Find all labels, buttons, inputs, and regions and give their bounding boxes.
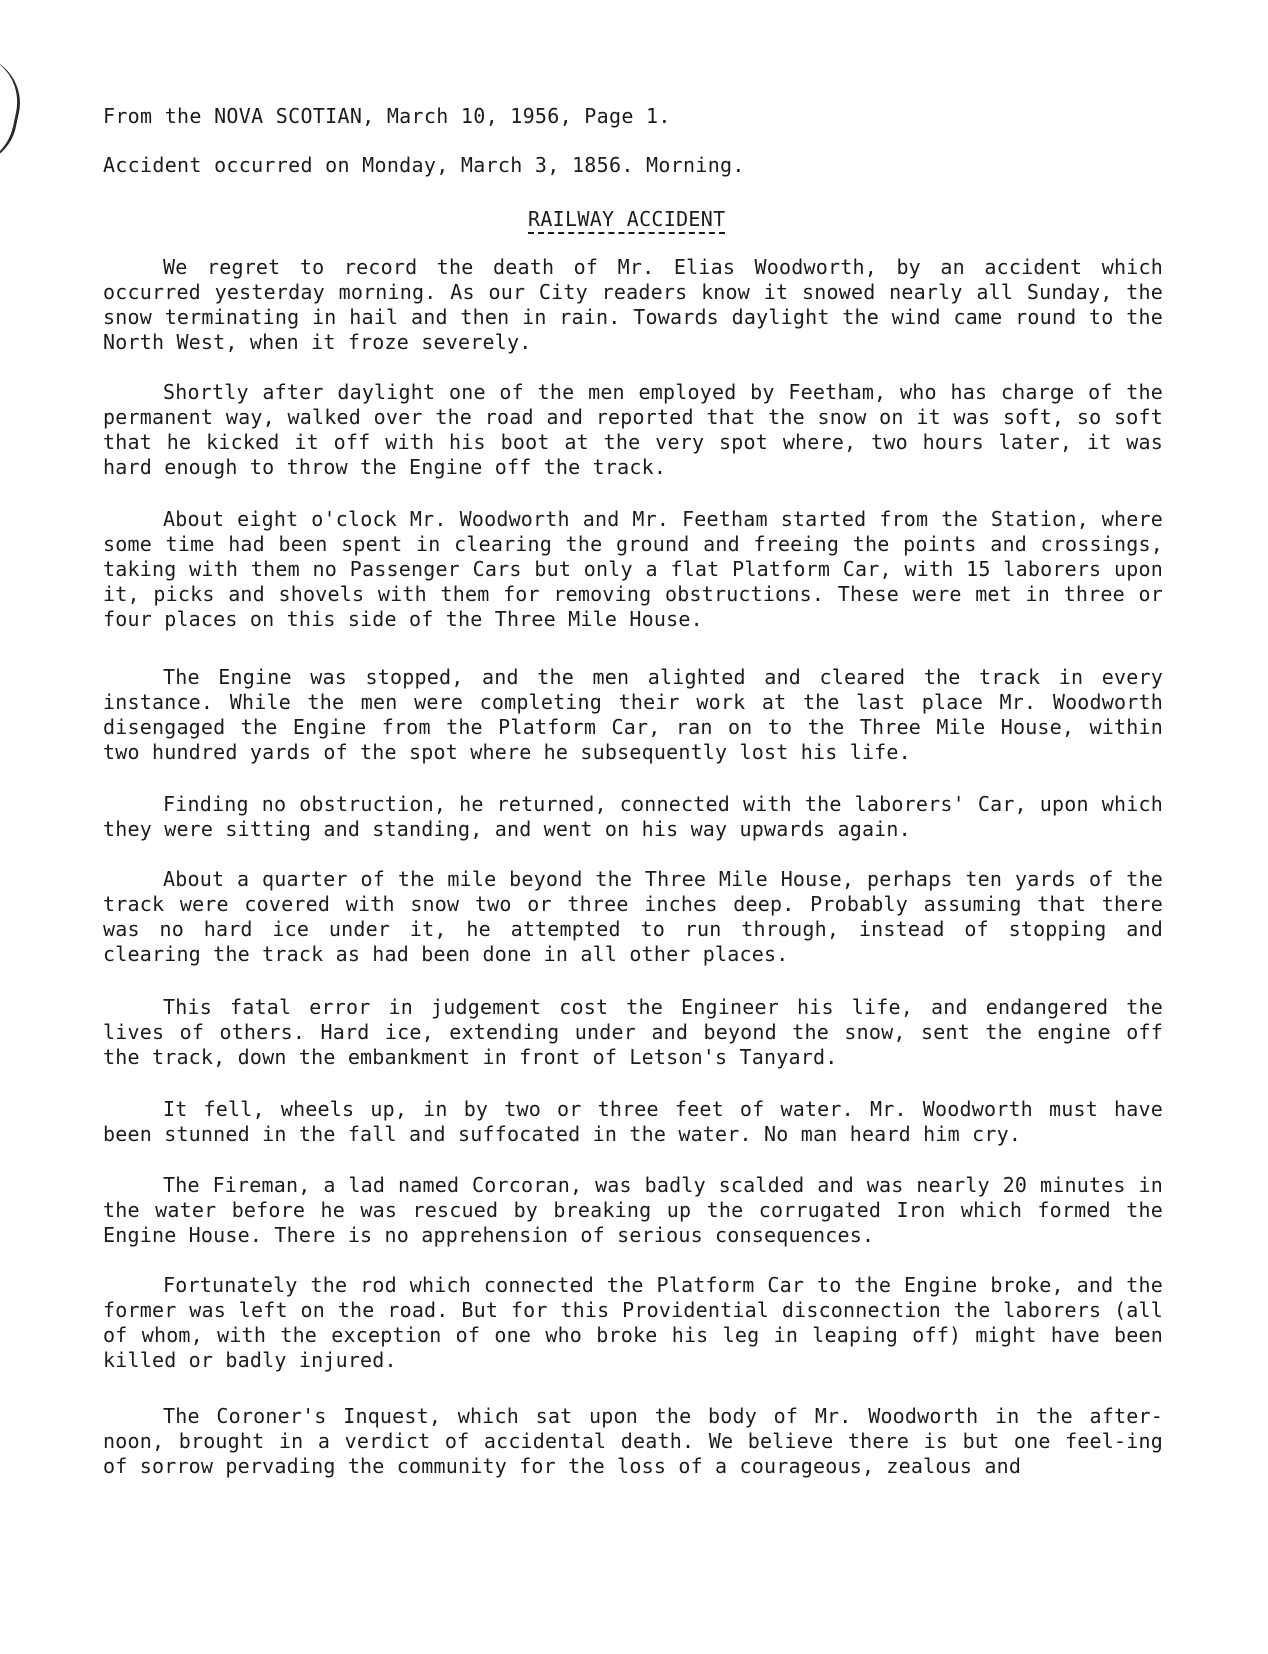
page-corner-fold xyxy=(0,56,29,174)
paragraph-1: We regret to record the death of Mr. Elias Woodworth, by an accident which occurred yesterday morning. As our City readers know it snowed nearly all Sunday, the snow terminating in hail and then in rain. Towards daylight the wind came round to the North West, when it froze severely. xyxy=(103,255,1163,354)
paragraph-11: The Coroner's Inquest, which sat upon the body of Mr. Woodworth in the after-noon, brought in a verdict of accidental death. We believe there is but one feel-ing of sorrow pervading the community for the loss of a courageous, zealous and xyxy=(103,1404,1163,1478)
paragraph-3: About eight o'clock Mr. Woodworth and Mr. Feetham started from the Station, where some time had been spent in clearing the ground and freeing the points and crossings, taking with them no Passenger Cars but only a flat Platform Car, with 15 laborers upon it, picks and shovels with them for removing obstructions. These were met in three or four places on this side of the Three Mile House. xyxy=(103,507,1163,631)
paragraph-9: The Fireman, a lad named Corcoran, was badly scalded and was nearly 20 minutes in the water before he was rescued by breaking up the corrugated Iron which formed the Engine House. There is no apprehension of serious consequences. xyxy=(103,1173,1163,1247)
paragraph-7: This fatal error in judgement cost the Engineer his life, and endangered the lives of others. Hard ice, extending under and beyond the snow, sent the engine off the track, down the embankment in front of Letson's Tanyard. xyxy=(103,995,1163,1069)
paragraph-8: It fell, wheels up, in by two or three feet of water. Mr. Woodworth must have been stunned in the fall and suffocated in the water. No man heard him cry. xyxy=(103,1097,1163,1146)
paragraph-2: Shortly after daylight one of the men employed by Feetham, who has charge of the permanent way, walked over the road and reported that the snow on it was soft, so soft that he kicked it off with his boot at the very spot where, two hours later, it was hard enough to throw the Engine off the track. xyxy=(103,380,1163,479)
paragraph-6: About a quarter of the mile beyond the Three Mile House, perhaps ten yards of the track were covered with snow two or three inches deep. Probably assuming that there was no hard ice under it, he attempted to run through, instead of stopping and clearing the track as had been done in all other places. xyxy=(103,867,1163,966)
source-line: From the NOVA SCOTIAN, March 10, 1956, Page 1. xyxy=(103,104,671,128)
paragraph-10: Fortunately the rod which connected the Platform Car to the Engine broke, and the former was left on the road. But for this Providential disconnection the laborers (all of whom, with the exception of one who broke his leg in leaping off) might have been killed or badly injured. xyxy=(103,1273,1163,1372)
paragraph-5: Finding no obstruction, he returned, connected with the laborers' Car, upon which they were sitting and standing, and went on his way upwards again. xyxy=(103,792,1163,841)
article-title: RAILWAY ACCIDENT xyxy=(528,207,725,234)
occurred-line: Accident occurred on Monday, March 3, 1856. Morning. xyxy=(103,153,745,177)
paragraph-4: The Engine was stopped, and the men alighted and cleared the track in every instance. While the men were completing their work at the last place Mr. Woodworth disengaged the Engine from the Platform Car, ran on to the Three Mile House, within two hundred yards of the spot where he subsequently lost his life. xyxy=(103,665,1163,764)
